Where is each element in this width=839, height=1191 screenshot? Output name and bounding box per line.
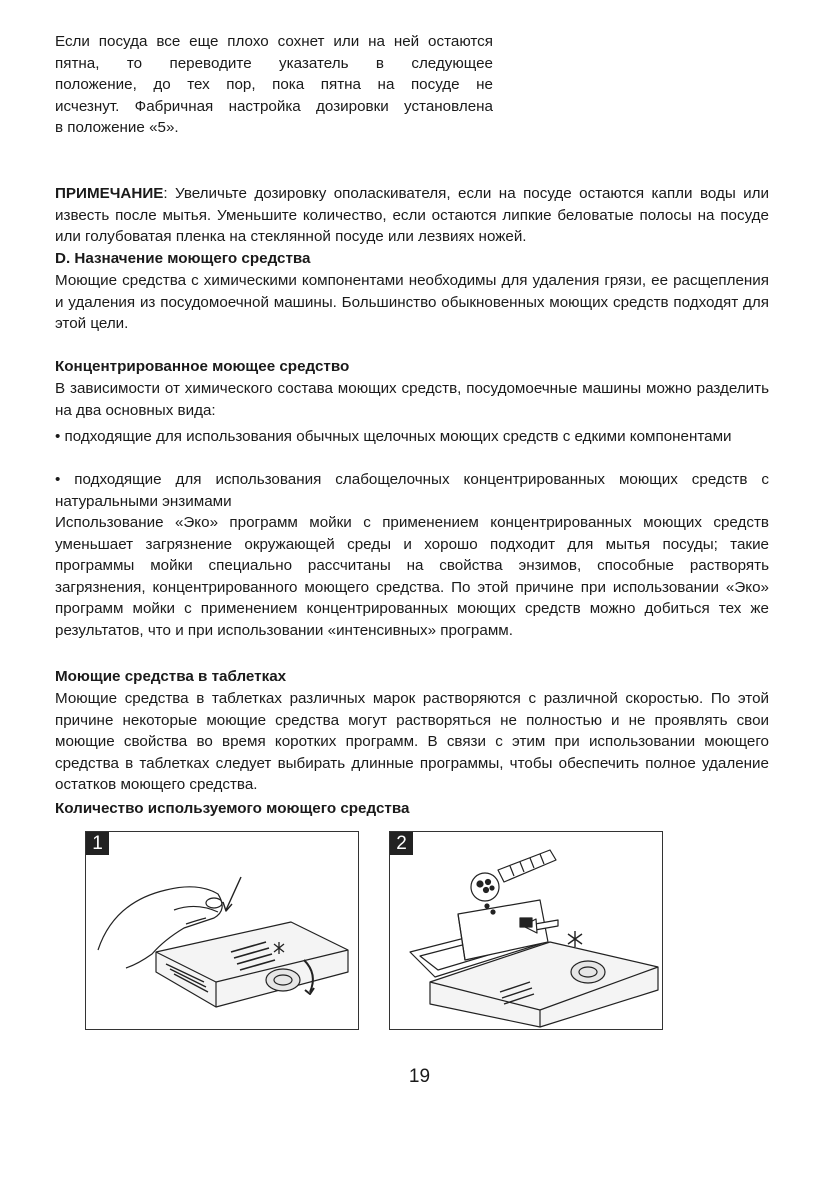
concentrated-bullet-2: • подходящие для использования слабощелочных концентрированных моющих средств с натуральными энзимами — [55, 471, 769, 510]
section-d-text: Моющие средства с химическими компонентами необходимы для удаления грязи, ее расщепления и удаления из посудомоечной машины. Большинство обыкновенных моющих средств подходят для этой цели. — [55, 272, 769, 332]
figure-1 — [85, 831, 359, 1030]
tablets-heading: Моющие средства в таблетках — [55, 668, 287, 685]
section-d-heading: D. Назначение моющего средства — [55, 250, 311, 267]
figure-number: 1 — [86, 832, 109, 855]
intro-paragraph — [55, 31, 493, 139]
intro-line: исчезнут. Фабричная настройка дозировки установлена — [55, 97, 493, 115]
concentrated-intro: В зависимости от химического состава моющих средств, посудомоечные машины можно разделить на два основных вида: — [55, 380, 769, 419]
note-label: ПРИМЕЧАНИЕ — [55, 185, 164, 202]
hand-opening-dispenser-illustration — [86, 832, 358, 1029]
concentrated-text: Использование «Эко» программ мойки с применением концентрированных моющих средств уменьшает загрязнение окружающей среды и хорошо подходит для мытья посуды; такие программы мойки специально рассчитаны на свойства энзимов, способные растворять загрязнения, концентрированного моющего средства. По этой причине при использовании «Эко» программ мойки с применением концентрированных моющих средств можно добиться тех же результатов, что и при использовании «интенсивных» программ. — [55, 514, 769, 639]
note-text: : Увеличьте дозировку ополаскивателя, если на посуде остаются капли воды или известь после мытья. Уменьшите количество, если остаются липкие беловатые полосы на посуде или голубоватая пленка на стеклянной посуде или лезвиях ножей. — [55, 185, 769, 245]
intro-line: пятна, то переводите указатель в следующее — [55, 54, 493, 72]
quantity-heading: Количество используемого моющего средства — [55, 800, 410, 817]
figure-2 — [389, 831, 663, 1030]
intro-line: Если посуда все еще плохо сохнет или на ней остаются — [55, 33, 493, 50]
tablets-text: Моющие средства в таблетках различных марок растворяются с различной скоростью. По этой причине некоторые моющие средства могут растворяться не полностью и не проявлять свои моющие свойства во время коротких программ. В связи с этим при использовании моющего средства в таблетках следует выбирать длинные программы, чтобы обеспечить полное удаление остатков моющего средства. — [55, 690, 769, 793]
intro-line: в положение «5». — [55, 119, 179, 136]
pouring-detergent-illustration — [390, 832, 662, 1029]
concentrated-bullet-1: • подходящие для использования обычных щелочных моющих средств с едкими компонентами — [55, 428, 732, 445]
concentrated-heading: Концентрированное моющее средство — [55, 358, 350, 375]
figure-number: 2 — [390, 832, 413, 855]
intro-line: положение, до тех пор, пока пятна на посуде не — [55, 76, 493, 93]
note-paragraph — [55, 183, 769, 248]
page-number: 19 — [408, 1066, 431, 1087]
